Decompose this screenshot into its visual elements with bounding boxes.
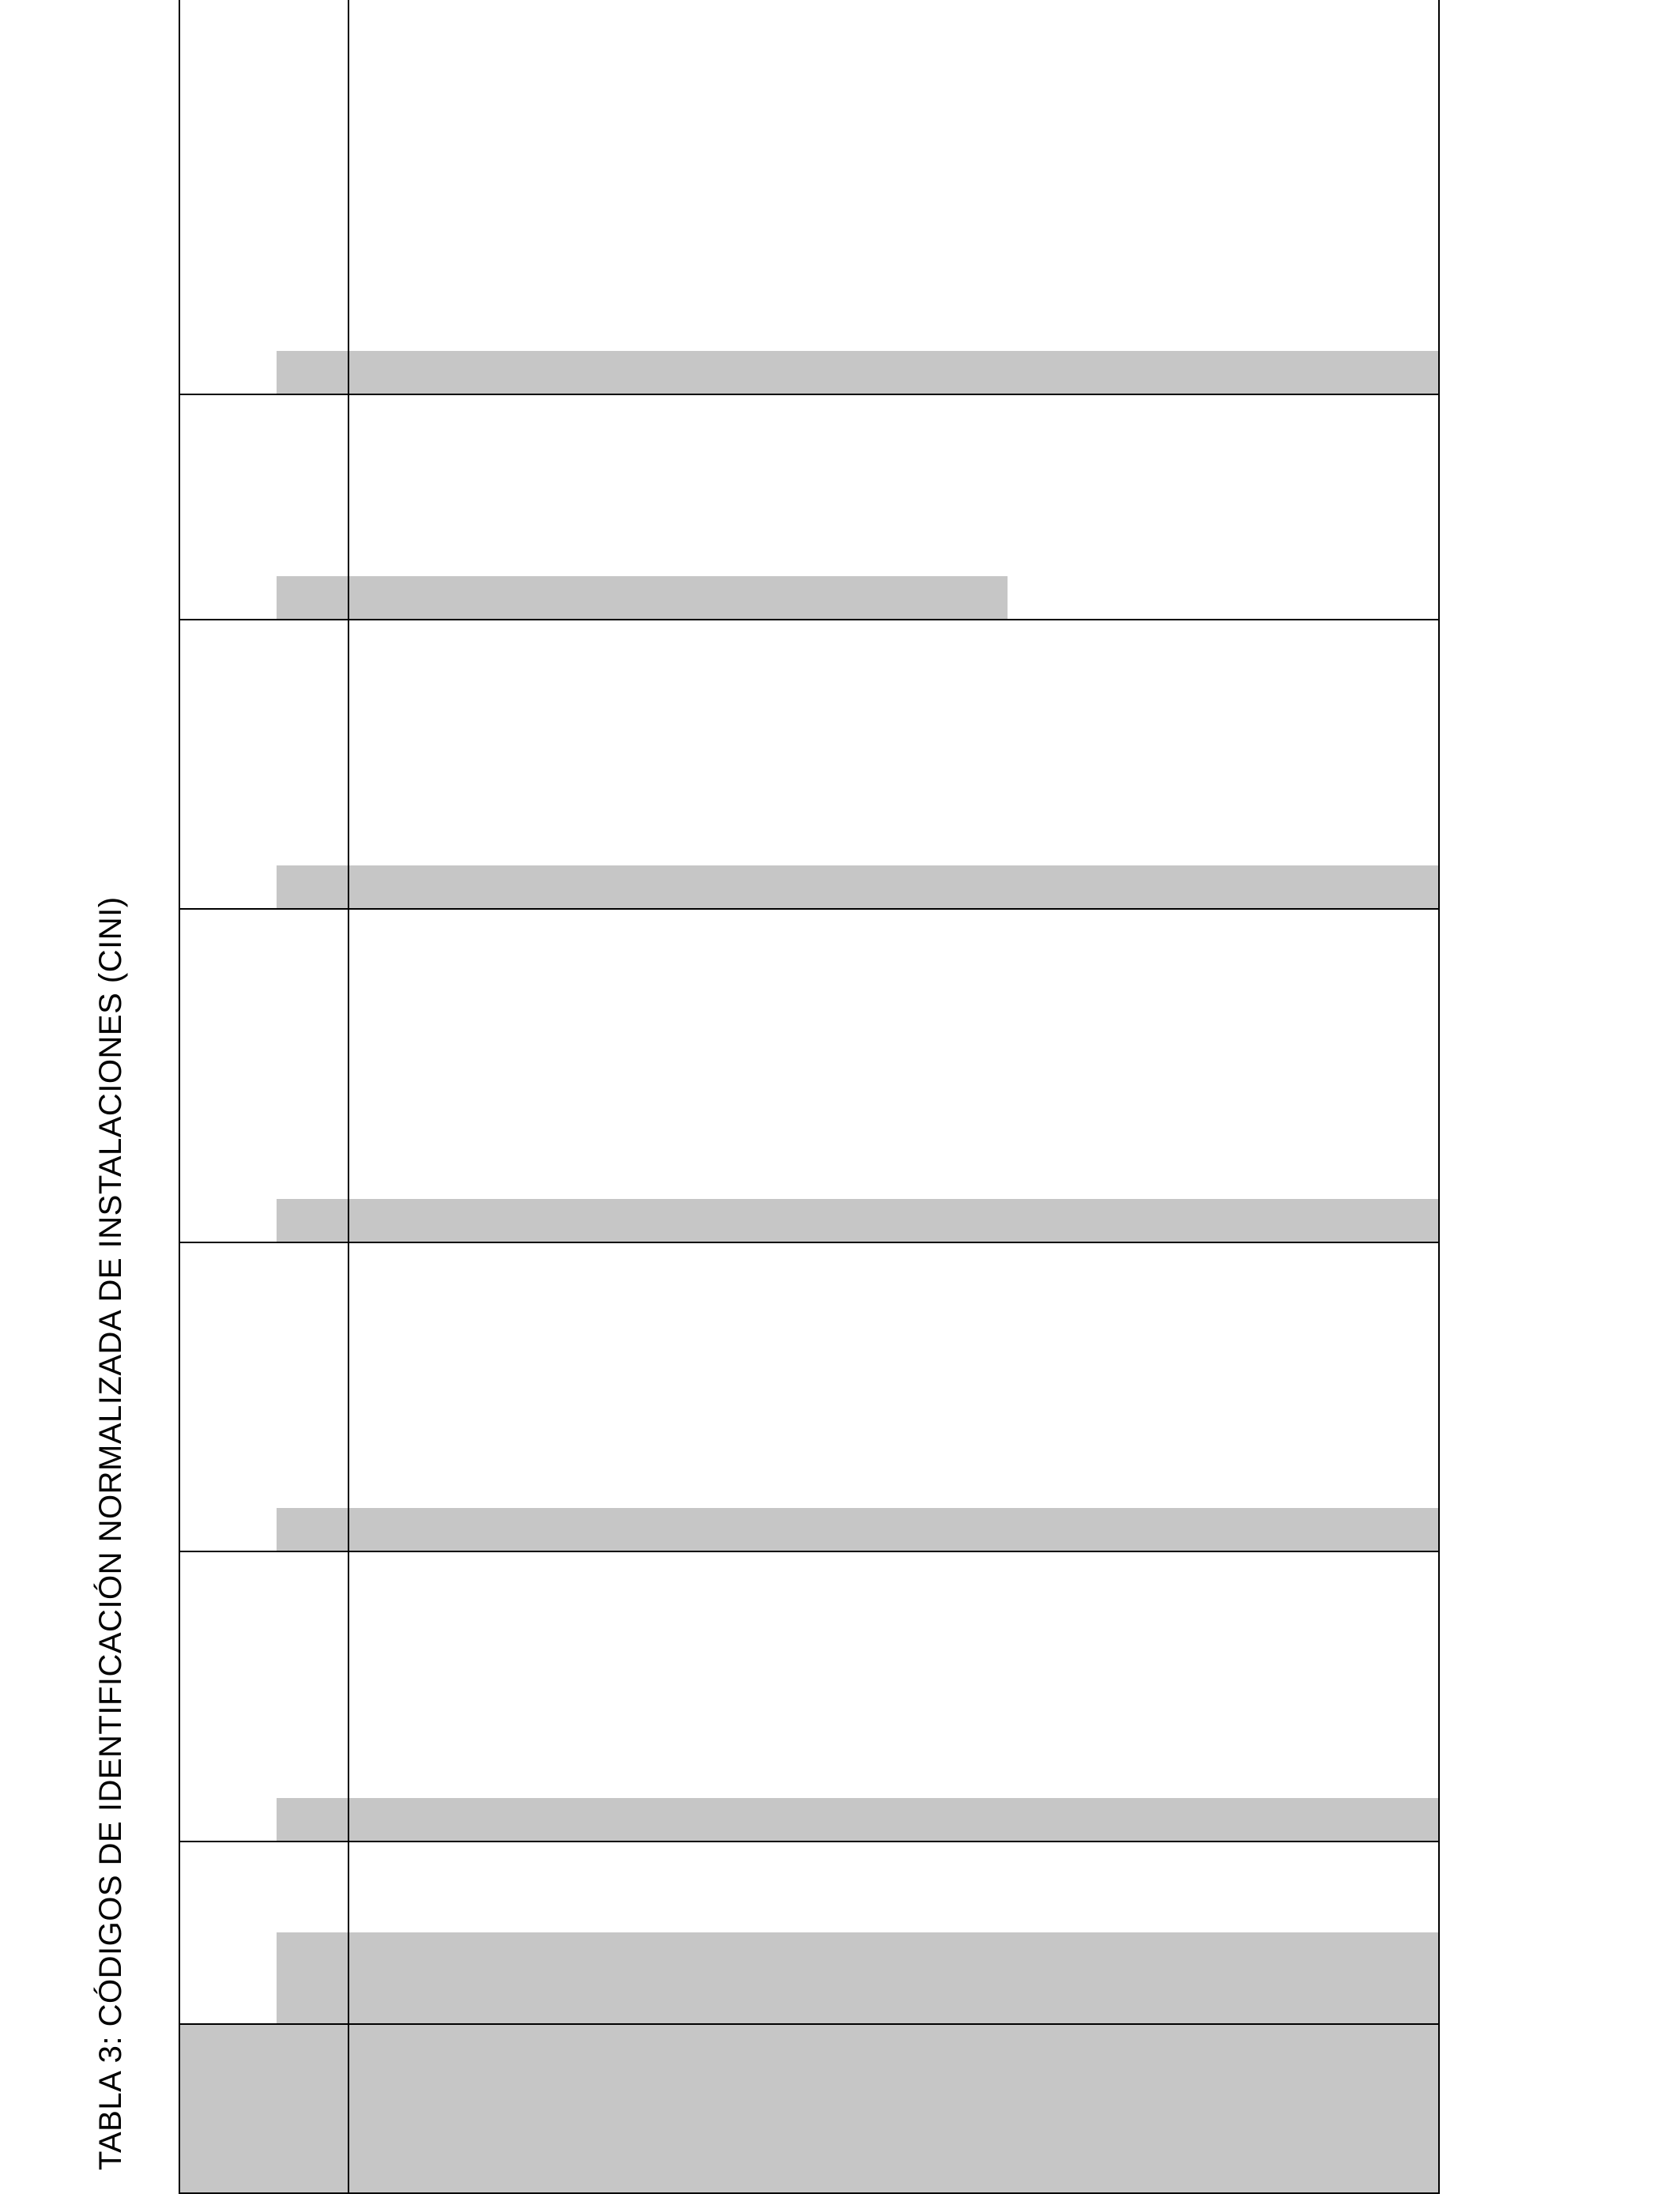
- code-column-band: [277, 865, 1438, 910]
- code-column-band: [277, 1798, 1438, 1842]
- column-border: [179, 1551, 1438, 1552]
- code-column-band: [277, 1199, 1438, 1243]
- header-bottom-border: [348, 0, 349, 2194]
- column-border: [179, 394, 1438, 395]
- column-border: [179, 908, 1438, 910]
- code-column-band: [277, 351, 1438, 395]
- table-title: TABLA 3: CÓDIGOS DE IDENTIFICACIÓN NORMALIZADA DE INSTALACIONES (CINI): [93, 896, 128, 2170]
- code-column-band: [277, 576, 1008, 620]
- code-column-band: [277, 1508, 1438, 1552]
- prefix-column-band: [179, 2025, 1438, 2194]
- column-border: [179, 2023, 1438, 2025]
- column-border: [179, 1841, 1438, 1842]
- table-bottom-border: [1438, 0, 1440, 2194]
- column-border: [179, 1242, 1438, 1243]
- column-border: [179, 619, 1438, 620]
- table-top-border: [179, 0, 180, 2194]
- code-column-band: [277, 1932, 1438, 2025]
